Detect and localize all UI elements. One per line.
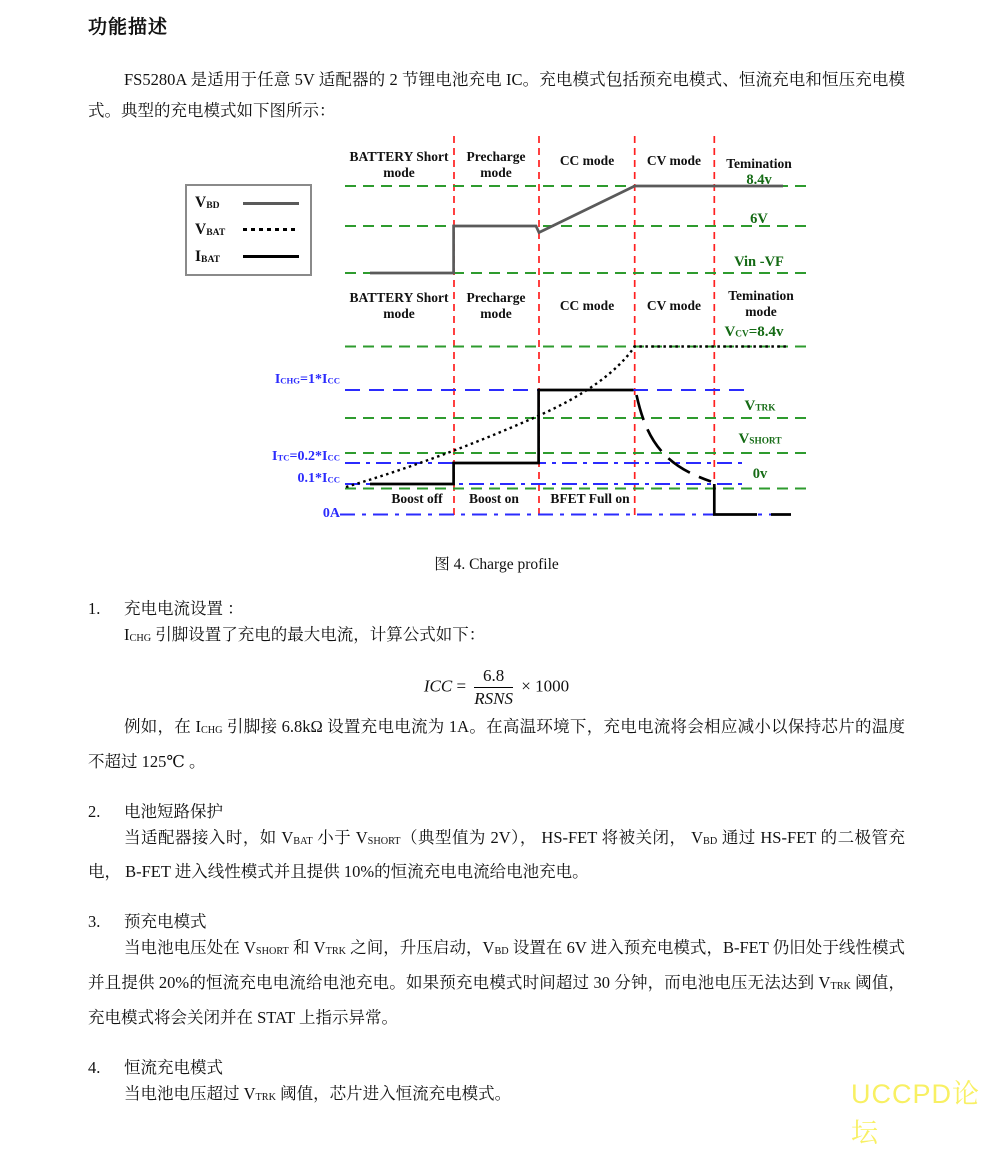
formula-equals: =	[456, 676, 467, 696]
legend-label-vbat: VBAT	[195, 220, 226, 238]
level-label-vin-vf: Vin -VF	[734, 254, 784, 270]
list-title: 预充电模式	[124, 912, 207, 932]
paragraph-ichg-example: 例如，在 ICHG 引脚接 6.8kΩ 设置充电电流为 1A。在高温环境下，充电电流将会相应减小以保持芯片的温度不超过 125℃ 。	[88, 716, 905, 771]
list-number: 3.	[88, 912, 101, 932]
level-label-0-1icc: 0.1*ICC	[297, 471, 340, 486]
level-label-6v: 6V	[750, 211, 768, 227]
level-label-0v: 0v	[752, 466, 768, 482]
phase-label-boost-off: Boost off	[391, 491, 443, 506]
level-label-vtrk: VTRK	[744, 398, 776, 414]
icc-formula	[88, 666, 905, 709]
black-solid-line-swatch	[243, 255, 299, 258]
list-number: 1.	[88, 599, 101, 618]
paragraph-precharge-mode: 当电池电压处在 VSHORT 和 VTRK 之间，升压启动，VBD 设置在 6V 进入预充电模式，B-FET 仍旧处于线性模式并且提供 20%的恒流充电电流给电池充电。如果预充电模式时间超过 30 分钟，而电池电压无法达到 VTRK 阈值，充电模式将会关闭并在 STAT 上指示异常。	[88, 938, 906, 1028]
legend-label-vbd: VBD	[195, 194, 220, 212]
level-label-itc: ITC=0.2*ICC	[272, 449, 340, 464]
list-item-2-heading	[88, 798, 905, 822]
top-mode-cc: CC mode	[559, 153, 615, 168]
level-label-8-4v: 8.4v	[746, 172, 772, 188]
paragraph-short-protection: 当适配器接入时，如 VBAT 小于 VSHORT（典型值为 2V）， HS-FET 将被关闭， VBD 通过 HS-FET 的二极管充电， B-FET 进入线性模式并且提供 10%的恒流充电电流给电池充电。	[88, 827, 905, 882]
level-label-ichg: ICHG=1*ICC	[274, 372, 340, 387]
ibat-curve-steps	[370, 390, 634, 484]
phase-label-bfet-full-on: BFET Full on	[550, 491, 630, 506]
figure-caption: 图 4. Charge profile	[434, 556, 559, 573]
list-item-3-heading	[88, 908, 905, 932]
watermark: UCCPD论坛	[851, 1079, 981, 1148]
formula-denominator: RSNS	[474, 688, 514, 708]
list-number: 4.	[88, 1058, 101, 1078]
bottom-mode-battery-short: BATTERY Short mode	[349, 290, 449, 321]
phase-label-boost-on: Boost on	[469, 491, 519, 506]
top-mode-precharge: Precharge mode	[466, 149, 526, 180]
intro-paragraph: FS5280A 是适用于任意 5V 适配器的 2 节锂电池充电 IC。充电模式包括预充电模式、恒流充电和恒压充电模式。典型的充电模式如下图所示：	[88, 70, 905, 120]
bottom-mode-precharge: Precharge mode	[466, 290, 526, 321]
list-number: 2.	[88, 801, 101, 821]
gray-solid-line-swatch	[243, 202, 299, 205]
legend-box	[185, 184, 312, 276]
formula-fraction	[474, 666, 513, 709]
list-item-1-heading	[88, 595, 905, 619]
list-title: 电池短路保护	[124, 801, 223, 821]
formula-multiplier: × 1000	[521, 676, 570, 696]
top-mode-battery-short: BATTERY Short mode	[349, 149, 449, 180]
list-item-4-heading	[88, 1054, 905, 1078]
bottom-mode-cv: CV mode	[646, 298, 702, 313]
section-title: 功能描述	[88, 17, 169, 38]
ibat-curve-decay	[637, 395, 712, 482]
legend-item-vbat	[195, 221, 302, 239]
charge-profile-figure	[0, 128, 991, 540]
formula-lhs: ICC	[423, 676, 453, 696]
dotted-line-swatch	[243, 228, 299, 231]
top-mode-termination: Temination	[726, 156, 792, 171]
legend-item-ibat	[195, 248, 302, 266]
level-label-vcv: VCV=8.4v	[724, 324, 784, 340]
paragraph-ichg-setting: ICHG 引脚设置了充电的最大电流，计算公式如下：	[124, 625, 486, 644]
paragraph-cc-mode: 当电池电压超过 VTRK 阈值，芯片进入恒流充电模式。	[124, 1084, 512, 1104]
charge-profile-diagram	[0, 128, 991, 540]
bottom-mode-termination: Temination mode	[728, 288, 794, 319]
legend-item-vbd	[195, 194, 302, 212]
level-label-0a: 0A	[322, 506, 340, 521]
list-title: 恒流充电模式	[124, 1058, 223, 1078]
formula-numerator: 6.8	[474, 666, 513, 688]
legend-label-ibat: IBAT	[195, 247, 221, 265]
level-label-vshort: VSHORT	[738, 431, 782, 447]
list-title: 充电电流设置 ：	[124, 599, 244, 618]
bottom-mode-cc: CC mode	[559, 298, 615, 313]
top-mode-cv: CV mode	[646, 153, 702, 168]
